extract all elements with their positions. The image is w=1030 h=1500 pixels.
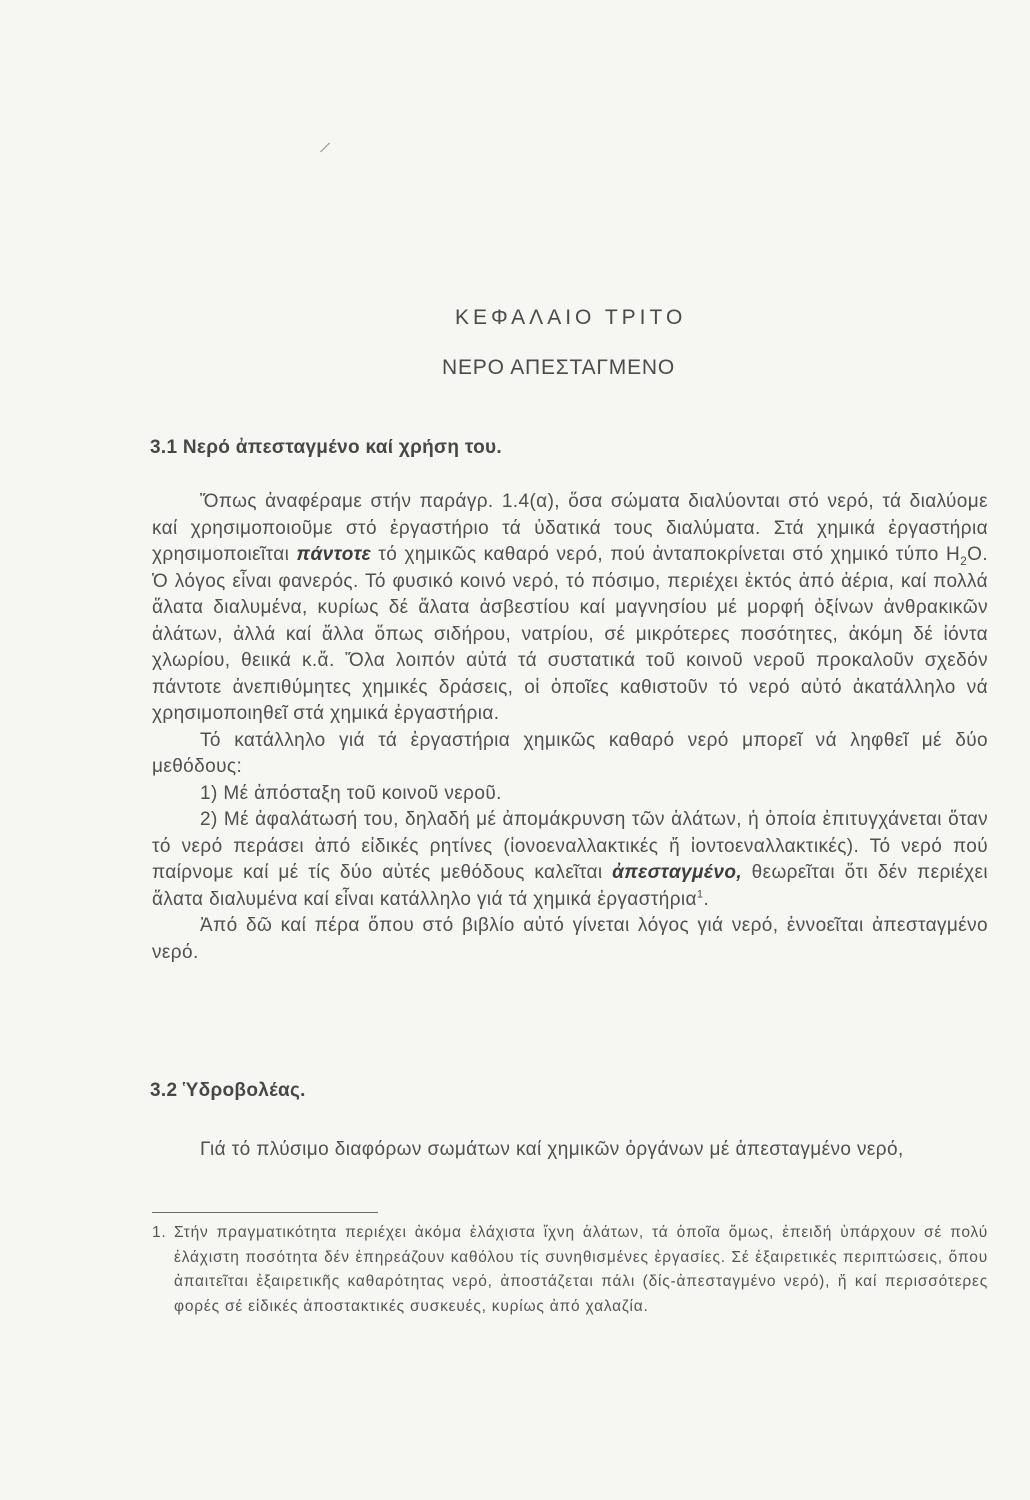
footnote-text: Στήν πραγματικότητα περιέχει ἀκόμα ἐλάχιστα ἴχνη ἁλάτων, τά ὁποῖα ὅμως, ἐπειδή ὑπάρχουν σέ πολύ ἐλάχιστη ποσότητα δέν ἐπηρεάζουν καθόλου τίς συνηθισμένες ἐργασίες. Σέ ἐξαιρετικές περιπτώσεις, ὅπου ἀπαιτεῖται ἐξαιρετικῆς καθαρότητας νερό, ἀποστάζεται πάλι (δίς-ἀπεσταγμένο νερό), ἤ καί περισσότερες φορές σέ εἰδικές ἀποστακτικές συσκευές, κυρίως ἀπό χαλαζία. [174,1224,988,1315]
method-item-1: 1) Μέ ἀπόσταξη τοῦ κοινοῦ νεροῦ. [200,782,502,804]
paragraph-wash-bottle: Γιά τό πλύσιμο διαφόρων σωμάτων καί χημικῶν ὀργάνων μέ ἀπεσταγμένο νερό, [200,1139,904,1160]
method-item-2: 2) Μέ ἀφαλάτωσή του, δηλαδή μέ ἀπομάκρυνση τῶν ἁλάτων, ἡ ὁποία ἐπιτυγχάνεται ὅταν τό νερό περάσει ἀπό εἰδικές ρητίνες (ἰονοεναλλακτικές ἤ ἰοντοεναλλακτικές). Τό νερό πού παίρνομε καί μέ τίς δύο αὐτές μεθόδους καλεῖται ἀπεσταγμένο, θεωρεῖται ὅτι δέν περιέχει ἅλατα διαλυμένα καί εἶναι κατάλληλο γιά τά χημικά ἐργαστήρια$^1$. [152,809,989,910]
footnote-divider [152,1212,378,1213]
chapter-title: ΝΕΡΟ ΑΠΕΣΤΑΓΜΕΝΟ [442,356,675,379]
section-heading-3-2: 3.2 Ὑδροβολέας. [150,1080,306,1101]
paragraph-methods: Τό κατάλληλο γιά τά ἐργαστήρια χημικῶς καθαρό νερό μπορεῖ νά ληφθεῖ μέ δύο μεθόδους: [152,729,988,777]
paragraph-intro: Ὅπως ἀναφέραμε στήν παράγρ. 1.4(α), ὅσα σώματα διαλύονται στό νερό, τά διαλύομε καί χρησιμοποιοῦμε στό ἐργαστήριο τά ὑδατικά τους διαλύματα. Στά χημικά ἐργαστήρια χρησιμοποιεῖται πάντοτε τό χημικῶς καθαρό νερό, πού ἀνταποκρίνεται στό χημικό τύπο $H_2O$. Ὁ λόγος εἶναι φανερός. Τό φυσικό κοινό νερό, τό πόσιμο, περιέχει ἐκτός ἀπό ἀέρια, καί πολλά ἅλατα διαλυμένα, κυρίως δέ ἅλατα ἀσβεστίου καί μαγνησίου μέ μορφή ὀξίνων ἀνθρακικῶν ἁλάτων, ἀλλά καί ἄλλα ὅπως σιδήρου, νατρίου, σέ μικρότερες ποσότητες, ἀκόμη δέ ἰόντα χλωρίου, θειικά κ.ἄ. Ὅλα λοιπόν αὐτά τά συστατικά τοῦ κοινοῦ νεροῦ προκαλοῦν σχεδόν πάντοτε ἀνεπιθύμητες χημικές δράσεις, οἱ ὁποῖες καθιστοῦν τό νερό αὐτό ἀκατάλληλο νά χρησιμοποιηθεῖ στά χημικά ἐργαστήρια. [152,491,988,724]
section-3-2-body [152,1137,988,1164]
paragraph-note: Ἀπό δῶ καί πέρα ὅπου στό βιβλίο αὐτό γίνεται λόγος γιά νερό, ἐννοεῖται ἀπεσταγμένο νερό. [152,915,988,963]
footnote [152,1221,988,1319]
emphasis-always: πάντοτε [296,544,372,565]
stray-pencil-mark: / [319,139,330,158]
section-3-1-body [152,489,988,966]
footnote-number: 1. [152,1224,167,1241]
footnote-reference: 1 [696,888,704,901]
section-heading-3-1: 3.1 Νερό ἀπεσταγμένο καί χρήση του. [150,437,502,458]
emphasis-distilled: ἀπεσταγμένο, [612,862,743,883]
chapter-label: ΚΕΦΑΛΑΙΟ ΤΡΙΤΟ [455,306,687,329]
